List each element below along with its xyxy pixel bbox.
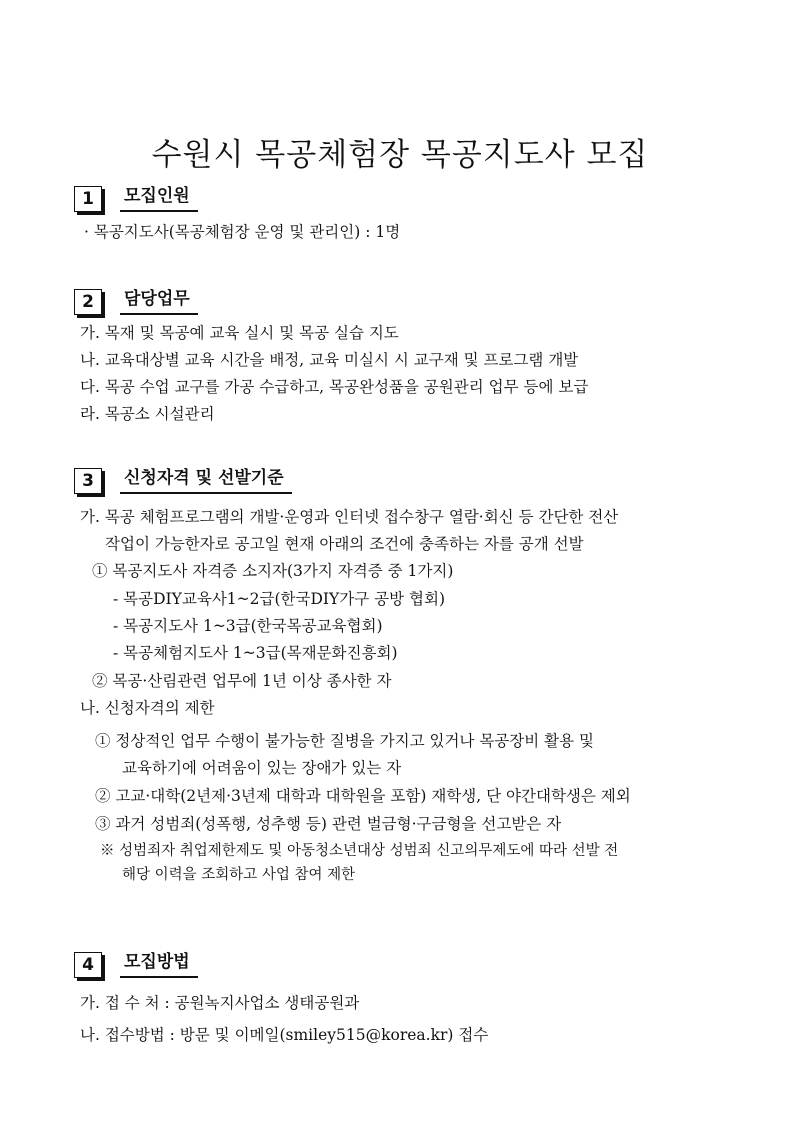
section-number: 4 [74,952,102,978]
qualification-line: ① 목공지도사 자격증 소지자(3가지 자격증 중 1가지) [92,562,454,580]
duty-line: 다. 목공 수업 교구를 가공 수급하고, 목공완성품을 공원관리 업무 등에 보급 [80,378,589,396]
section-number: 1 [74,186,102,212]
qualification-line: - 목공체험지도사 1~3급(목재문화진흥회) [113,644,398,662]
section-heading-2 [74,287,198,315]
qualification-line: - 목공지도사 1~3급(한국목공교육협회) [113,617,383,635]
application-line: 가. 접 수 처 : 공원녹지사업소 생태공원과 [80,994,360,1012]
qualification-note: 해당 이력을 조회하고 사업 참여 제한 [122,867,356,883]
section-title: 모집인원 [120,185,198,212]
application-line: 나. 접수방법 : 방문 및 이메일(smiley515@korea.kr) 접수 [80,1026,489,1044]
qualification-line: 작업이 가능한자로 공고일 현재 아래의 조건에 충족하는 자를 공개 선발 [105,535,584,553]
qualification-line: ② 고교·대학(2년제·3년제 대학과 대학원을 포함) 재학생, 단 야간대학생은 제외 [95,787,631,805]
section-title: 담당업무 [120,288,198,315]
qualification-line: 교육하기에 어려움이 있는 장애가 있는 자 [122,759,402,777]
qualification-line: 나. 신청자격의 제한 [80,699,215,717]
recruit-count-line: · 목공지도사(목공체험장 운영 및 관리인) : 1명 [84,223,401,241]
section-number: 2 [74,289,102,315]
section-title: 모집방법 [120,951,198,978]
section-heading-3 [74,466,292,494]
qualification-note: ※ 성범죄자 취업제한제도 및 아동청소년대상 성범죄 신고의무제도에 따라 선발 전 [100,843,619,859]
qualification-line: - 목공DIY교육사1~2급(한국DIY가구 공방 협회) [113,590,446,608]
section-heading-4 [74,950,198,978]
qualification-line: ③ 과거 성범죄(성폭행, 성추행 등) 관련 벌금형·구금형을 선고받은 자 [95,815,562,833]
duty-line: 나. 교육대상별 교육 시간을 배정, 교육 미실시 시 교구재 및 프로그램 개발 [80,351,579,369]
qualification-line: ① 정상적인 업무 수행이 불가능한 질병을 가지고 있거나 목공장비 활용 및 [95,732,594,750]
duty-line: 가. 목재 및 목공예 교육 실시 및 목공 실습 지도 [80,324,399,342]
section-title: 신청자격 및 선발기준 [120,467,292,494]
section-heading-1 [74,184,198,212]
qualification-line: 가. 목공 체험프로그램의 개발·운영과 인터넷 접수창구 열람·회신 등 간단한 전산 [80,508,619,526]
section-number: 3 [74,468,102,494]
page-title: 수원시 목공체험장 목공지도사 모집 [151,136,649,173]
duty-line: 라. 목공소 시설관리 [80,405,215,423]
qualification-line: ② 목공·산림관련 업무에 1년 이상 종사한 자 [92,672,392,690]
